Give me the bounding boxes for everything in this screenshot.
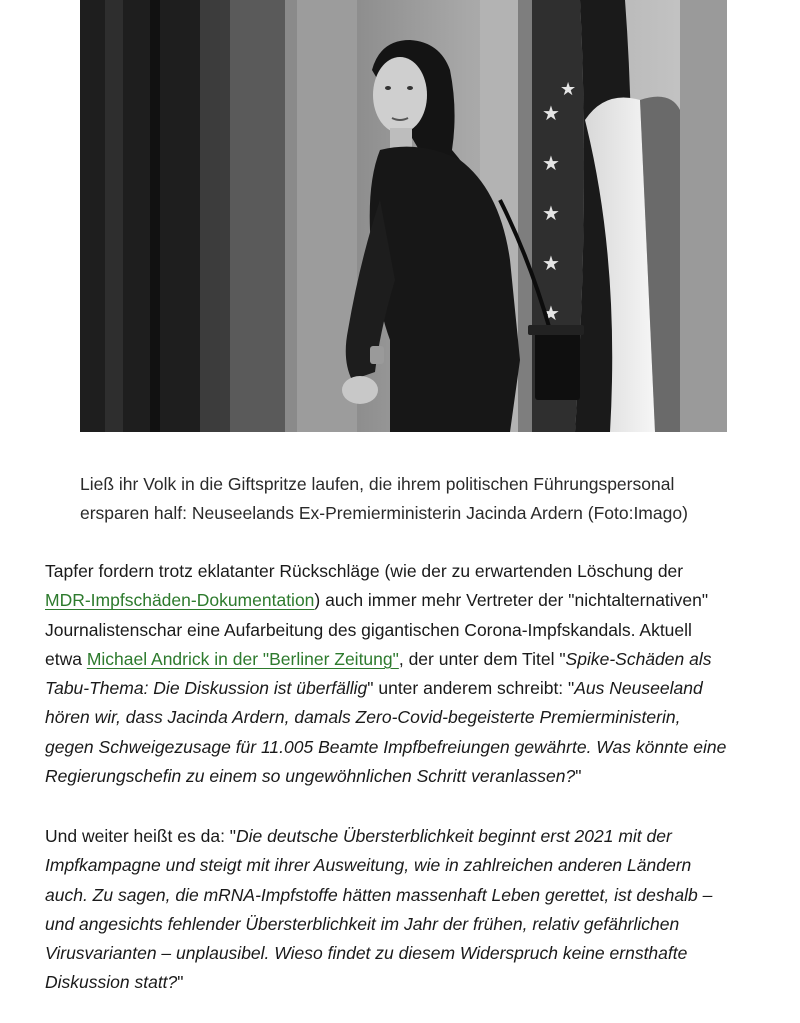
p2-line-3 bbox=[45, 881, 785, 910]
svg-text:★: ★ bbox=[542, 201, 560, 225]
p1-line-6 bbox=[45, 703, 785, 732]
p1-line-2-rest: ) auch immer mehr Vertreter der "nichtalternativen" bbox=[314, 590, 709, 611]
p1-line-5-title: Tabu-Thema: Die Diskussion ist überfällig bbox=[45, 678, 368, 699]
photo-caption bbox=[80, 470, 740, 528]
p2-line-6-end: " bbox=[177, 972, 184, 993]
svg-text:★: ★ bbox=[542, 301, 560, 325]
p1-line-7-quote: gegen Schweigezusage für 11.005 Beamte Impfbefreiungen gewährte. Was könnte eine bbox=[45, 736, 727, 757]
p2-line-6 bbox=[45, 968, 785, 997]
p1-line-3: Journalistenschar eine Aufarbeitung des gigantischen Corona-Impfskandals. Aktuell bbox=[45, 619, 692, 640]
p2-line-1-quote: Die deutsche Übersterblichkeit beginnt erst 2021 mit der bbox=[236, 826, 672, 846]
p2-line-4 bbox=[45, 910, 785, 939]
photo-illustration bbox=[80, 0, 727, 432]
article-photo bbox=[80, 0, 727, 432]
p1-line-5 bbox=[45, 674, 785, 703]
p2-line-5-quote: Virusvarianten – unplausibel. Wieso findet zu diesem Widerspruch keine ernsthafte bbox=[45, 943, 688, 964]
p1-line-8 bbox=[45, 762, 785, 791]
p1-line-4-pre: etwa bbox=[45, 648, 87, 669]
p1-line-4-title: Spike-Schäden als bbox=[565, 648, 712, 669]
p2-line-2 bbox=[45, 851, 785, 880]
p1-line-6-quote: hören wir, dass Jacinda Ardern, damals Zero-Covid-begeisterte Premierministerin, bbox=[45, 707, 681, 728]
berliner-zeitung-link[interactable]: Michael Andrick in der "Berliner Zeitung" bbox=[86, 648, 399, 669]
caption-line-1: Ließ ihr Volk in die Giftspritze laufen, die ihrem politischen Führungspersonal bbox=[80, 474, 675, 494]
svg-text:★: ★ bbox=[542, 251, 560, 275]
svg-text:★: ★ bbox=[560, 79, 577, 100]
p1-line-5-mid: " unter anderem schreibt: " bbox=[367, 678, 575, 699]
mdr-link[interactable]: MDR-Impfschäden-Dokumentation bbox=[45, 590, 315, 611]
p1-line-4-mid: , der unter dem Titel " bbox=[398, 648, 566, 669]
p1-line-1: Tapfer fordern trotz eklatanter Rückschläge (wie der zu erwartenden Löschung der bbox=[45, 561, 684, 581]
svg-text:★: ★ bbox=[542, 101, 560, 125]
p2-line-2-quote: Impfkampagne und steigt mit ihrer Ausweitung, wie in zahlreichen anderen Ländern bbox=[45, 855, 692, 876]
p1-line-7 bbox=[45, 733, 785, 762]
p2-line-6-quote: Diskussion statt? bbox=[45, 972, 178, 993]
caption-line-2: ersparen half: Neuseelands Ex-Premierministerin Jacinda Ardern (Foto:Imago) bbox=[80, 503, 688, 523]
paragraph-2 bbox=[45, 822, 785, 998]
p2-line-4-quote: und angesichts fehlender Übersterblichkeit im Jahr der frühen, relativ gefährlichen bbox=[45, 913, 680, 934]
p2-line-3-quote: auch. Zu sagen, die mRNA-Impfstoffe hätten massenhaft Leben gerettet, ist deshalb – bbox=[45, 884, 713, 905]
p2-line-5 bbox=[45, 939, 785, 968]
p1-line-8-quote: Regierungschefin zu einem so ungewöhnlichen Schritt veranlassen? bbox=[45, 766, 576, 787]
p2-line-1-pre: Und weiter heißt es da: " bbox=[45, 826, 237, 846]
p1-line-4 bbox=[45, 645, 785, 674]
p1-line-8-end: " bbox=[575, 766, 582, 787]
paragraph-1 bbox=[45, 557, 785, 791]
p1-line-5-quote: Aus Neuseeland bbox=[574, 678, 703, 699]
p1-line-2 bbox=[45, 586, 785, 615]
p2-line-1 bbox=[45, 822, 785, 851]
svg-text:★: ★ bbox=[542, 151, 560, 175]
